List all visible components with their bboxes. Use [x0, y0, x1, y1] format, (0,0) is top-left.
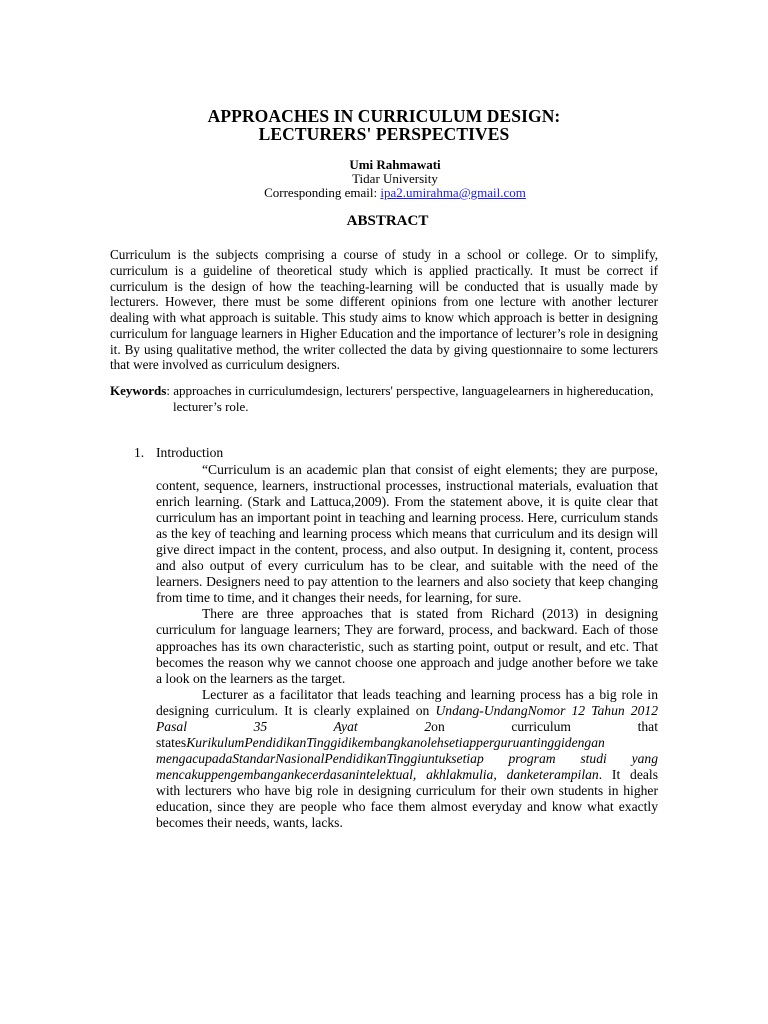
- corresponding-email-line: [0, 186, 768, 200]
- email-label: Corresponding email:: [264, 185, 381, 200]
- keywords-list: : approaches in curriculumdesign, lecturers' perspective, languagelearners in highereducation,: [166, 383, 654, 398]
- email-link[interactable]: ipa2.umirahma@gmail.com: [380, 185, 526, 200]
- paper-title-line-1: APPROACHES IN CURRICULUM DESIGN:: [207, 106, 561, 126]
- keywords-label: Keywords: [110, 383, 167, 398]
- author-affiliation: Tidar University: [352, 171, 438, 186]
- keywords-block: [110, 383, 658, 414]
- section-title: Introduction: [156, 445, 224, 460]
- law-quote: KurikulumPendidikanTinggidikembangkanolehsetiapperguruantinggidengan mengacupadaStandarNasionalPendidikanTinggiuntuksetiap program studi yang mencakuppengembangankecerdasanintelektual, akhlakmulia, danketerampilan: [156, 734, 658, 782]
- abstract-text: Curriculum is the subjects comprising a course of study in a school or college. Or to simplify, curriculum is a guideline of theoretical study which is applied practically. It must be correct if curriculum is the design of how the teaching-learning will be conducted that is usually made by lecturers. However, there must be some different opinions from one lecture with another lecturer dealing with what approach is suitable. This study aims to know which approach is better in designing curriculum for language learners in Higher Education and the importance of lecturer’s role in designing it. By using qualitative method, the writer collected the data by giving questionnaire to some lecturers that were involved as curriculum designers.: [110, 247, 658, 373]
- intro-paragraph-3-part-c: . It deals with lecturers who have big role in designing curriculum for their own students in higher education, since they are people who face them almost everyday and know what exactly becomes their needs, wants, lacks.: [156, 766, 658, 831]
- abstract-heading: ABSTRACT: [346, 213, 429, 229]
- law-citation: Undang-UndangNomor 12 Tahun 2012 Pasal 35 Ayat 2: [156, 702, 658, 734]
- author-name: Umi Rahmawati: [349, 157, 441, 172]
- intro-paragraph-2: There are three approaches that is stated from Richard (2013) in designing curriculum for language learners; They are forward, process, and backward. Each of those approaches has its own characteristic, such as starting point, output or result, and etc. That becomes the reason why we cannot choose one approach and judge another before we take a look on the learners as the target.: [156, 606, 658, 686]
- section-number: 1.: [134, 445, 145, 460]
- intro-paragraph-1: “Curriculum is an academic plan that consist of eight elements; they are purpose, content, sequence, learners, instructional processes, instructional materials, evaluation that enrich learning. (Stark and Lattuca,2009). From the statement above, it is quite clear that curriculum has an important point in teaching and learning process. Here, curriculum stands as the key of teaching and learning process which means that curriculum and its design will give direct impact in the content, process, and also output. In designing it, content, process and also output of every curriculum has to be clear, and suitable with the need of the learners. Designers need to pay attention to the learners and also society that keep changing from time to time, and it changes their needs, for learning, for sure.: [156, 462, 658, 606]
- paper-title-line-2: LECTURERS' PERSPECTIVES: [258, 124, 510, 144]
- keywords-list-continued: lecturer’s role.: [173, 398, 249, 414]
- intro-paragraph-3-part-b: on curriculum that states: [156, 718, 658, 750]
- introduction-body: [156, 462, 658, 831]
- intro-paragraph-3-part-a: Lecturer as a facilitator that leads teaching and learning process has a big role in designing curriculum. It is clearly explained on: [156, 686, 658, 718]
- intro-paragraph-3: [156, 687, 658, 831]
